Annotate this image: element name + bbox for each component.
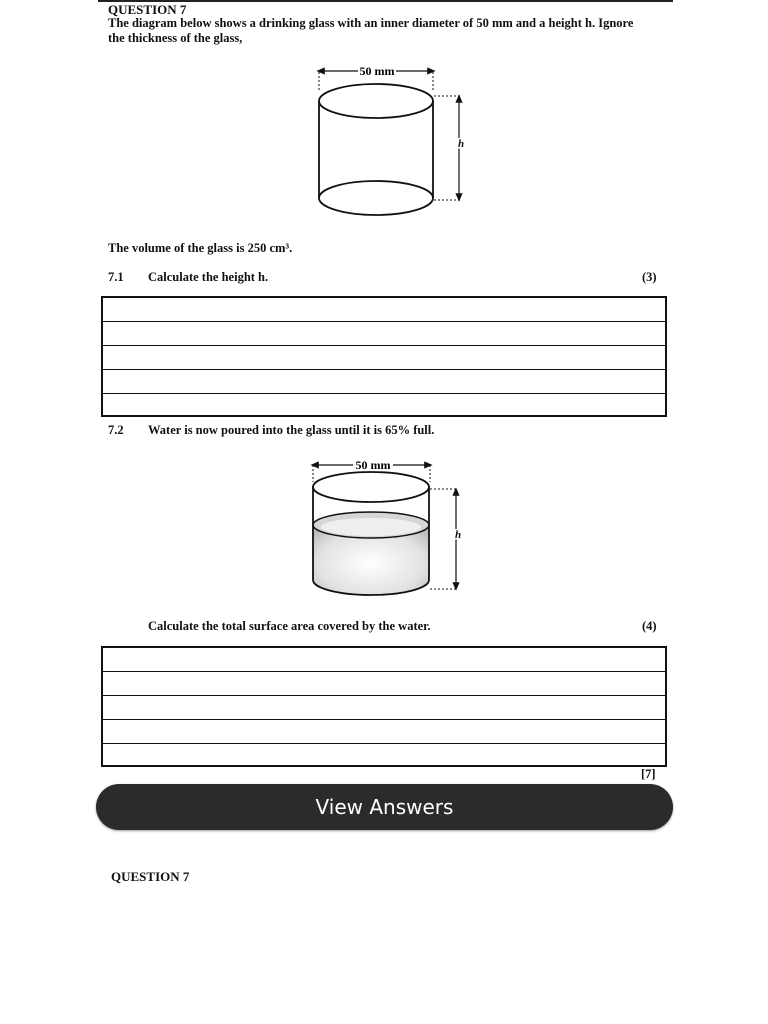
intro-line-1: The diagram below shows a drinking glass with an inner diameter of 50 mm and a height h. Ignore	[108, 16, 634, 30]
intro-line-2: the thickness of the glass,	[108, 31, 243, 45]
view-answers-button[interactable]: View Answers	[96, 784, 673, 830]
part2-text: Water is now poured into the glass until it is 65% full.	[148, 423, 435, 437]
answer-line[interactable]	[103, 298, 665, 322]
bottom-question-title: QUESTION 7	[111, 869, 190, 884]
glass-diagram	[300, 58, 480, 218]
answer-line[interactable]	[103, 672, 665, 696]
part1-marks: (3)	[642, 270, 657, 284]
height-label-2: h	[454, 529, 462, 541]
answer-line[interactable]	[103, 744, 665, 768]
height-label: h	[457, 138, 465, 150]
answer-line[interactable]	[103, 648, 665, 672]
volume-text: The volume of the glass is 250 cm³.	[108, 241, 293, 255]
part2-number: 7.2	[108, 423, 124, 437]
question-intro	[108, 16, 648, 46]
answer-line[interactable]	[103, 322, 665, 346]
answer-line[interactable]	[103, 720, 665, 744]
part1-number: 7.1	[108, 270, 124, 284]
diameter-label: 50 mm	[359, 64, 395, 78]
part2-answer-box[interactable]	[101, 646, 667, 767]
answer-line[interactable]	[103, 696, 665, 720]
glass-water-diagram	[295, 452, 475, 602]
question-title: QUESTION 7	[108, 2, 187, 17]
part1-text: Calculate the height h.	[148, 270, 269, 284]
part2-marks: (4)	[642, 619, 657, 633]
total-marks: [7]	[641, 767, 656, 781]
answer-line[interactable]	[103, 346, 665, 370]
answer-line[interactable]	[103, 370, 665, 394]
answer-line[interactable]	[103, 394, 665, 418]
part2-instruction: Calculate the total surface area covered by the water.	[148, 619, 431, 633]
part1-answer-box[interactable]	[101, 296, 667, 417]
diameter-label-2: 50 mm	[355, 458, 391, 472]
